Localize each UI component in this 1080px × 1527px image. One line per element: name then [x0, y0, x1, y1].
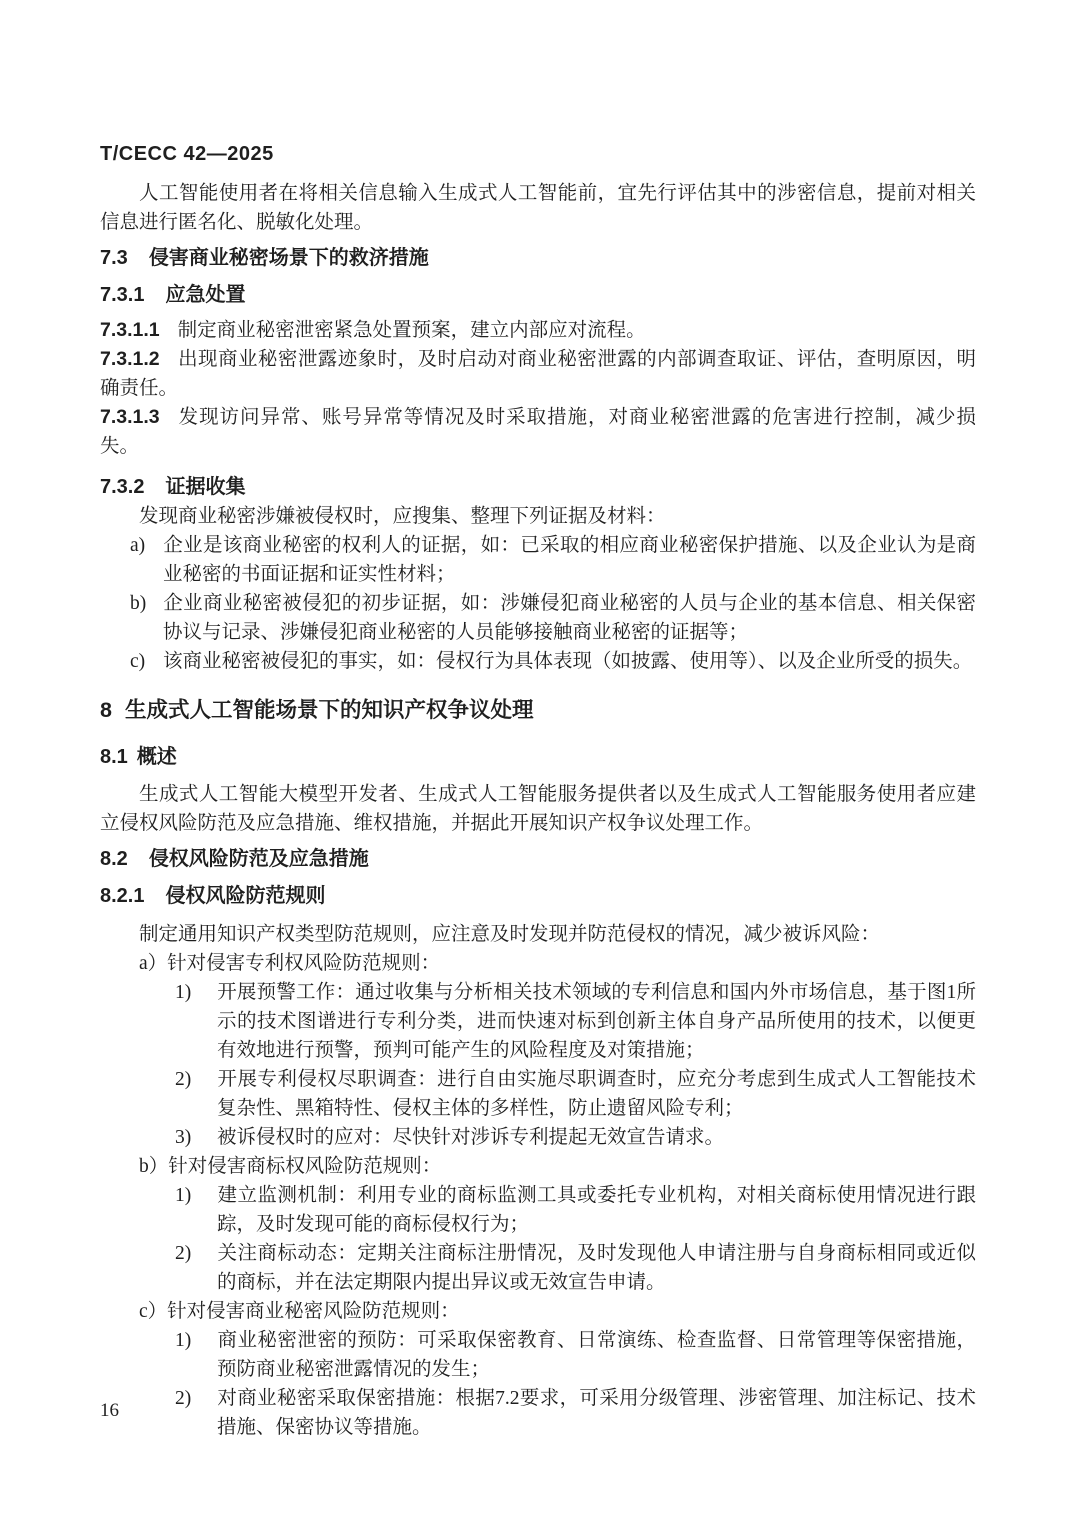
running-header: T/CECC 42—2025 [100, 143, 274, 165]
list-item-text: 关注商标动态：定期关注商标注册情况，及时发现他人申请注册与自身商标相同或近似的商标，并在法定期限内提出异议或无效宣告申请。 [217, 1243, 976, 1293]
heading-number: 8.2 [100, 848, 128, 870]
list-item-text: 针对侵害商业秘密风险防范规则： [167, 1301, 460, 1322]
list-item-a [100, 531, 976, 589]
clause-7-3-1-3 [100, 403, 976, 461]
sublist-item-2 [100, 1239, 976, 1297]
heading-number: 7.3.2 [100, 476, 145, 498]
list-item-label: 1) [175, 982, 192, 1003]
heading-8-2 [100, 845, 976, 874]
heading-7-3-2 [100, 473, 976, 502]
list-item-text: 企业商业秘密被侵犯的初步证据，如：涉嫌侵犯商业秘密的人员与企业的基本信息、相关保密协议与记录、涉嫌侵犯商业秘密的人员能够接触商业秘密的证据等； [163, 593, 976, 643]
list-item-label: b） [139, 1156, 169, 1177]
heading-7-3 [100, 244, 976, 273]
clause-7-3-1-1 [100, 316, 976, 345]
paragraph-8-2-1: 制定通用知识产权类型防范规则，应注意及时发现并防范侵权的情况，减少被诉风险： [139, 924, 881, 945]
list-item-label: a） [139, 953, 168, 974]
heading-8-2-1 [100, 882, 976, 911]
heading-number: 8.2.1 [100, 885, 145, 907]
list-item-text: 建立监测机制：利用专业的商标监测工具或委托专业机构，对相关商标使用情况进行跟踪，及时发现可能的商标侵权行为； [217, 1185, 976, 1235]
heading-number: 8 [100, 698, 112, 722]
list-item-label: 2) [175, 1388, 192, 1409]
list-item-text: 对商业秘密采取保密措施：根据7.2要求，可采用分级管理、涉密管理、加注标记、技术措施、保密协议等措施。 [217, 1388, 976, 1438]
paragraph-8-1: 生成式人工智能大模型开发者、生成式人工智能服务提供者以及生成式人工智能服务使用者应建立侵权风险防范及应急措施、维权措施，并据此开展知识产权争议处理工作。 [100, 784, 976, 834]
sublist-item-1 [100, 1326, 976, 1384]
heading-title: 侵权风险防范及应急措施 [148, 848, 369, 870]
clause-number: 7.3.1.3 [100, 406, 160, 428]
clause-number: 7.3.1.2 [100, 348, 160, 370]
list-item-label: 1) [175, 1185, 192, 1206]
heading-title: 概述 [136, 746, 177, 768]
heading-title: 侵权风险防范规则 [165, 885, 326, 907]
heading-8 [100, 696, 976, 725]
list-item-c-trade-secret [100, 1297, 976, 1326]
list-item-label: 3) [175, 1127, 192, 1148]
sublist-item-2 [100, 1065, 976, 1123]
clause-text: 发现访问异常、账号异常等情况及时采取措施，对商业秘密泄露的危害进行控制，减少损失。 [100, 407, 976, 457]
heading-title: 证据收集 [165, 476, 246, 498]
heading-number: 7.3 [100, 247, 128, 269]
heading-7-3-1 [100, 281, 976, 310]
list-item-text: 开展专利侵权尽职调查：进行自由实施尽职调查时，应充分考虑到生成式人工智能技术复杂性、黑箱特性、侵权主体的多样性，防止遗留风险专利； [217, 1069, 976, 1119]
paragraph-7-3-2: 发现商业秘密涉嫌被侵权时，应搜集、整理下列证据及材料： [139, 506, 666, 527]
list-item-label: c） [139, 1301, 168, 1322]
heading-number: 7.3.1 [100, 284, 145, 306]
clause-number: 7.3.1.1 [100, 319, 160, 341]
page-number: 16 [100, 1400, 119, 1421]
list-item-text: 企业是该商业秘密的权利人的证据，如：已采取的相应商业秘密保护措施、以及企业认为是商业秘密的书面证据和证实性材料； [163, 535, 976, 585]
clause-text: 制定商业秘密泄密紧急处置预案，建立内部应对流程。 [177, 320, 646, 341]
list-item-label: a) [130, 535, 146, 556]
list-item-b-trademark [100, 1152, 976, 1181]
heading-8-1 [100, 743, 976, 772]
paragraph-intro: 人工智能使用者在将相关信息输入生成式人工智能前，宜先行评估其中的涉密信息，提前对相关信息进行匿名化、脱敏化处理。 [100, 183, 976, 233]
list-item-label: 2) [175, 1069, 192, 1090]
sublist-item-3 [100, 1123, 976, 1152]
sublist-item-1 [100, 978, 976, 1065]
clause-text: 出现商业秘密泄露迹象时，及时启动对商业秘密泄露的内部调查取证、评估，查明原因，明确责任。 [100, 349, 976, 399]
heading-title: 应急处置 [165, 284, 246, 306]
sublist-item-2 [100, 1384, 976, 1442]
list-item-label: 2) [175, 1243, 192, 1264]
list-item-b [100, 589, 976, 647]
list-item-c [100, 647, 976, 676]
list-item-text: 该商业秘密被侵犯的事实，如：侵权行为具体表现（如披露、使用等）、以及企业所受的损失。 [163, 651, 973, 672]
heading-number: 8.1 [100, 746, 128, 768]
list-item-label: b) [130, 593, 147, 614]
list-item-text: 开展预警工作：通过收集与分析相关技术领域的专利信息和国内外市场信息，基于图1所示的技术图谱进行专利分类，进而快速对标到创新主体自身产品所使用的技术，以便更有效地进行预警，预判可能产生的风险程度及对策措施； [217, 982, 976, 1061]
list-item-text: 商业秘密泄密的预防：可采取保密教育、日常演练、检查监督、日常管理等保密措施，预防商业秘密泄露情况的发生； [217, 1330, 976, 1380]
list-item-text: 针对侵害专利权风险防范规则： [167, 953, 441, 974]
list-item-text: 针对侵害商标权风险防范规则： [168, 1156, 442, 1177]
heading-title: 生成式人工智能场景下的知识产权争议处理 [124, 698, 534, 722]
list-item-text: 被诉侵权时的应对：尽快针对涉诉专利提起无效宣告请求。 [217, 1127, 725, 1148]
sublist-item-1 [100, 1181, 976, 1239]
list-item-a-patent [100, 949, 976, 978]
clause-7-3-1-2 [100, 345, 976, 403]
list-item-label: c) [130, 651, 146, 672]
list-item-label: 1) [175, 1330, 192, 1351]
heading-title: 侵害商业秘密场景下的救济措施 [148, 247, 429, 269]
